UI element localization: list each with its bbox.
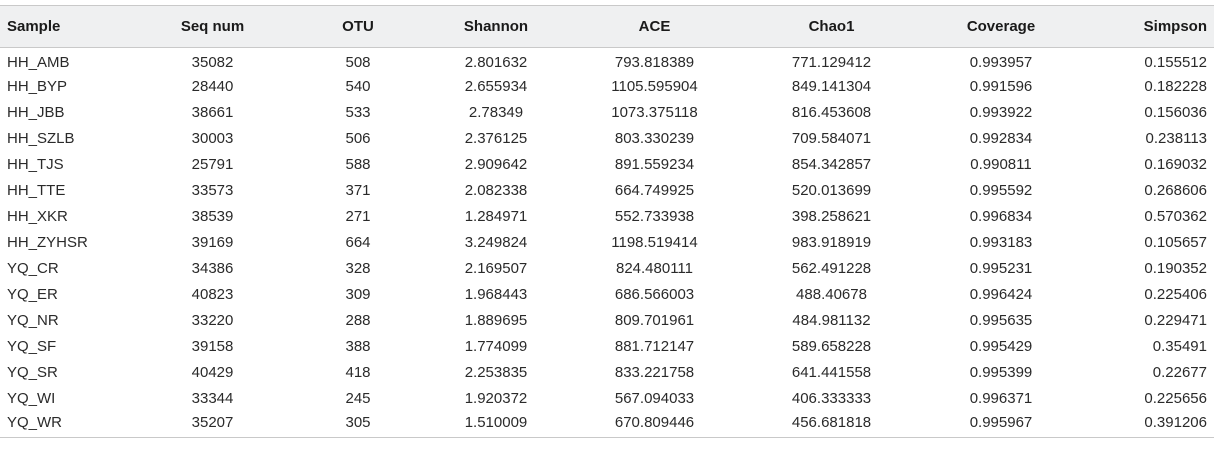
cell-otu: 371 <box>345 182 371 199</box>
cell-seq-num: 33220 <box>191 312 234 329</box>
cell-coverage: 0.993183 <box>969 234 1033 251</box>
cell-ace: 833.221758 <box>614 364 695 381</box>
cell-otu: 245 <box>345 390 371 407</box>
cell-shannon: 1.889695 <box>464 312 528 329</box>
cell-ace: 552.733938 <box>614 208 695 225</box>
cell-simpson: 0.391206 <box>1144 413 1207 431</box>
cell-sample: YQ_CR <box>7 260 59 277</box>
cell-coverage: 0.995429 <box>969 338 1033 355</box>
header-chao1: Chao1 <box>808 18 855 35</box>
cell-simpson: 0.169032 <box>1144 156 1207 173</box>
cell-coverage: 0.995967 <box>969 413 1033 431</box>
cell-ace: 809.701961 <box>614 312 695 329</box>
cell-shannon: 2.376125 <box>464 130 528 147</box>
cell-coverage: 0.995635 <box>969 312 1033 329</box>
cell-coverage: 0.993922 <box>969 104 1033 121</box>
cell-shannon: 1.774099 <box>464 338 528 355</box>
cell-coverage: 0.995231 <box>969 260 1033 277</box>
header-simpson: Simpson <box>1143 18 1207 35</box>
header-row <box>0 6 1214 48</box>
cell-seq-num: 38661 <box>191 104 234 121</box>
cell-seq-num: 35082 <box>191 53 234 71</box>
cell-chao1: 771.129412 <box>791 53 872 71</box>
cell-chao1: 456.681818 <box>791 413 872 431</box>
cell-sample: HH_AMB <box>7 53 70 71</box>
header-sample: Sample <box>7 18 61 35</box>
cell-otu: 305 <box>345 413 371 431</box>
cell-simpson: 0.225406 <box>1144 286 1207 303</box>
table-row <box>0 308 1214 334</box>
table-row <box>0 386 1214 412</box>
table-body <box>0 48 1214 438</box>
cell-chao1: 641.441558 <box>791 364 872 381</box>
cell-sample: HH_TJS <box>7 156 64 173</box>
cell-shannon: 1.510009 <box>464 413 528 431</box>
cell-seq-num: 25791 <box>191 156 234 173</box>
header-seq-num: Seq num <box>180 18 245 35</box>
cell-sample: YQ_WR <box>7 413 63 431</box>
cell-shannon: 2.909642 <box>464 156 528 173</box>
cell-otu: 533 <box>345 104 371 121</box>
table-header <box>0 6 1214 48</box>
cell-sample: HH_JBB <box>7 104 65 121</box>
cell-coverage: 0.996371 <box>969 390 1033 407</box>
cell-chao1: 562.491228 <box>791 260 872 277</box>
cell-otu: 540 <box>345 78 371 95</box>
cell-chao1: 709.584071 <box>791 130 872 147</box>
cell-otu: 271 <box>345 208 371 225</box>
cell-chao1: 589.658228 <box>791 338 872 355</box>
cell-chao1: 484.981132 <box>792 312 871 329</box>
cell-simpson: 0.570362 <box>1144 208 1207 225</box>
cell-shannon: 2.801632 <box>464 53 528 71</box>
cell-seq-num: 34386 <box>191 260 234 277</box>
table-row <box>0 48 1214 74</box>
cell-chao1: 816.453608 <box>791 104 872 121</box>
cell-seq-num: 39158 <box>191 338 234 355</box>
cell-shannon: 1.968443 <box>464 286 528 303</box>
cell-coverage: 0.996834 <box>969 208 1033 225</box>
cell-otu: 309 <box>345 286 371 303</box>
cell-otu: 388 <box>345 338 371 355</box>
cell-seq-num: 30003 <box>191 130 234 147</box>
cell-chao1: 406.333333 <box>791 390 872 407</box>
cell-ace: 1073.375118 <box>611 104 698 121</box>
cell-simpson: 0.105657 <box>1144 234 1207 251</box>
table-row <box>0 412 1214 438</box>
cell-seq-num: 40823 <box>191 286 234 303</box>
table-row <box>0 282 1214 308</box>
cell-shannon: 1.284971 <box>464 208 528 225</box>
cell-sample: HH_ZYHSR <box>7 234 88 251</box>
cell-otu: 588 <box>345 156 371 173</box>
cell-seq-num: 33344 <box>191 390 234 407</box>
cell-seq-num: 38539 <box>191 208 234 225</box>
cell-simpson: 0.22677 <box>1152 364 1207 381</box>
cell-shannon: 2.253835 <box>464 364 528 381</box>
cell-chao1: 849.141304 <box>791 78 872 95</box>
cell-simpson: 0.225656 <box>1144 390 1207 407</box>
table-row <box>0 126 1214 152</box>
cell-shannon: 3.249824 <box>464 234 528 251</box>
diversity-table <box>0 5 1214 438</box>
cell-sample: YQ_SF <box>7 338 57 355</box>
cell-ace: 670.809446 <box>614 413 695 431</box>
cell-otu: 328 <box>345 260 371 277</box>
cell-seq-num: 28440 <box>191 78 234 95</box>
cell-chao1: 398.258621 <box>791 208 872 225</box>
cell-shannon: 2.169507 <box>464 260 528 277</box>
cell-sample: YQ_NR <box>7 312 59 329</box>
cell-seq-num: 35207 <box>191 413 234 431</box>
cell-ace: 891.559234 <box>614 156 695 173</box>
table-row <box>0 204 1214 230</box>
cell-shannon: 2.082338 <box>464 182 528 199</box>
cell-chao1: 983.918919 <box>791 234 872 251</box>
cell-seq-num: 40429 <box>191 364 234 381</box>
cell-simpson: 0.182228 <box>1144 78 1207 95</box>
cell-otu: 506 <box>345 130 371 147</box>
cell-coverage: 0.993957 <box>969 53 1033 71</box>
cell-chao1: 854.342857 <box>791 156 872 173</box>
table-row <box>0 178 1214 204</box>
cell-otu: 288 <box>345 312 371 329</box>
cell-sample: HH_BYP <box>7 78 68 95</box>
cell-shannon: 2.655934 <box>464 78 528 95</box>
cell-sample: YQ_WI <box>7 390 56 407</box>
table-row <box>0 74 1214 100</box>
table-row <box>0 256 1214 282</box>
cell-coverage: 0.995592 <box>969 182 1033 199</box>
cell-coverage: 0.990811 <box>970 156 1032 173</box>
cell-shannon: 1.920372 <box>464 390 528 407</box>
cell-shannon: 2.78349 <box>468 104 524 121</box>
cell-simpson: 0.156036 <box>1144 104 1207 121</box>
table-row <box>0 152 1214 178</box>
cell-simpson: 0.238113 <box>1145 130 1207 147</box>
cell-sample: HH_SZLB <box>7 130 75 147</box>
cell-otu: 418 <box>345 364 371 381</box>
cell-coverage: 0.992834 <box>969 130 1033 147</box>
cell-ace: 793.818389 <box>614 53 695 71</box>
cell-ace: 1105.595904 <box>611 78 698 95</box>
cell-seq-num: 39169 <box>191 234 234 251</box>
header-coverage: Coverage <box>966 18 1036 35</box>
cell-sample: YQ_ER <box>7 286 58 303</box>
cell-simpson: 0.190352 <box>1144 260 1207 277</box>
cell-otu: 664 <box>345 234 371 251</box>
cell-chao1: 488.40678 <box>796 286 867 303</box>
cell-coverage: 0.991596 <box>969 78 1033 95</box>
header-ace: ACE <box>638 18 671 35</box>
table-row <box>0 100 1214 126</box>
header-shannon: Shannon <box>463 18 529 35</box>
cell-coverage: 0.995399 <box>969 364 1033 381</box>
cell-sample: YQ_SR <box>7 364 58 381</box>
cell-ace: 567.094033 <box>614 390 695 407</box>
cell-ace: 664.749925 <box>614 182 695 199</box>
cell-otu: 508 <box>345 53 371 71</box>
cell-simpson: 0.35491 <box>1152 338 1207 355</box>
cell-ace: 803.330239 <box>614 130 695 147</box>
cell-ace: 824.480111 <box>615 260 694 277</box>
cell-seq-num: 33573 <box>191 182 234 199</box>
table-row <box>0 334 1214 360</box>
cell-simpson: 0.155512 <box>1144 53 1207 71</box>
cell-simpson: 0.268606 <box>1144 182 1207 199</box>
table-row <box>0 360 1214 386</box>
cell-coverage: 0.996424 <box>969 286 1033 303</box>
cell-sample: HH_XKR <box>7 208 68 225</box>
cell-ace: 686.566003 <box>614 286 695 303</box>
table-row <box>0 230 1214 256</box>
cell-chao1: 520.013699 <box>791 182 872 199</box>
cell-ace: 881.712147 <box>614 338 695 355</box>
header-otu: OTU <box>342 18 374 35</box>
cell-simpson: 0.229471 <box>1144 312 1207 329</box>
cell-ace: 1198.519414 <box>611 234 698 251</box>
cell-sample: HH_TTE <box>7 182 66 199</box>
